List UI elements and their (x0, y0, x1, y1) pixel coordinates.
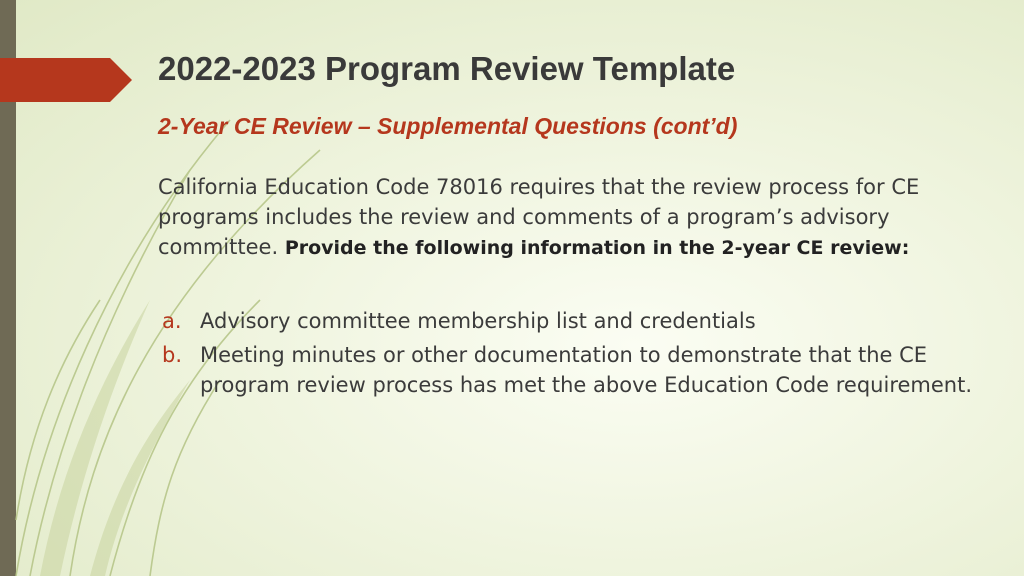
list-item-text: Meeting minutes or other documentation to demonstrate that the CE program review process has met the above Education Code requirement. (200, 343, 973, 397)
intro-bold-text: Provide the following information in the 2-year CE review: (284, 237, 910, 259)
page-subtitle: 2-Year CE Review – Supplemental Questions (cont’d) (158, 113, 738, 139)
list-item (158, 340, 988, 400)
list-marker: b. (162, 343, 183, 367)
requirements-list (158, 306, 988, 404)
list-marker: a. (162, 309, 182, 333)
intro-paragraph (158, 172, 978, 263)
list-item (158, 306, 988, 336)
page-title: 2022-2023 Program Review Template (158, 50, 736, 87)
intro-text: California Education Code 78016 requires that the review process for CE programs includes the review and comments of a program’s advisory committee. (158, 175, 920, 259)
list-item-text: Advisory committee membership list and credentials (200, 309, 756, 333)
title-arrow-shape (0, 58, 132, 102)
